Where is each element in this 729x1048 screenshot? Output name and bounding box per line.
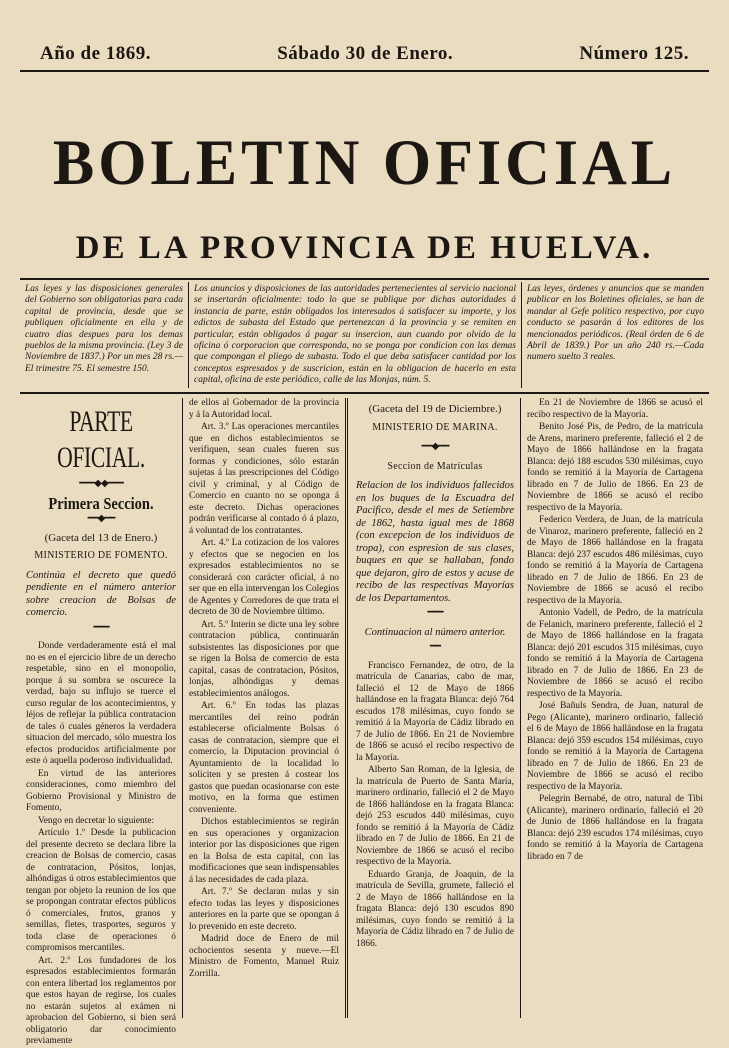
paragraph: Art. 7.º Se declaran nulas y sin efecto todas las leyes y disposiciones anteriores en la parte que se opongan á lo prevenido en este decreto.: [189, 887, 339, 932]
ornament-divider: ━━━: [427, 607, 443, 618]
relation-title: Relacion de los individuos fallecidos en los buques de la Escuadra del Pacifico, desde el mes de Setiembre de 1862, hasta igual mes de 1868 (con excepcion de los individuos de tropa), con espresion de sus clases, buques en que se hallaban, fondo que dejaron, giro de estos y acuse de recibo de las respectivas Mayorías de los Departamentos.: [356, 480, 514, 604]
ornament-divider: ━━━: [93, 621, 109, 633]
issue-year: Año de 1869.: [40, 43, 152, 64]
paragraph: José Bañuls Sendra, de Juan, natural de Pego (Alicante), marinero ordinario, falleció el 6 de Mayo de 1866 hallándose en la fragata Blanca: dejó 359 escudos 154 milésimas, cuyo fondo se remitió á la Mayoría de Cartagena librado en 7 de Julio de 1866. En 23 de Noviembre de 1866 se acusó el recibo respectivo de la Mayoría.: [527, 701, 703, 792]
paragraph: En 21 de Noviembre de 1866 se acusó el recibo respectivo de la Mayoría.: [527, 398, 703, 420]
paragraph: Antonio Vadell, de Pedro, de la matrícula de Felanich, marinero preferente, falleció el 2 de Mayo de 1866 hallándose en la fragata Blanca: dejó 201 escudos 315 milésimas, cuyo fondo se remitió á la Mayoría de Cartagena librado en 7 de Julio de 1866. En 23 de Noviembre de 1866 se acusó el recibo respectivo de la Mayoría.: [527, 608, 703, 699]
paragraph: Art. 6.º En todas las plazas mercantiles del reino podrán establecerse oficialmente Bolsas ó casas de contratacion, siempre que el comercio, la Diputacion provincial ó Ayuntamiento de la localidad lo soliciten y se presten á costear los gastos que puedan ocasionarse con este motivo, en la forma que estimen conveniente.: [189, 701, 339, 815]
issue-date: Sábado 30 de Enero.: [277, 43, 454, 64]
issue-number: Número 125.: [579, 43, 689, 64]
notice-left: Las leyes y las disposiciones generales del Gobierno son obligatorias para cada capital de provincia, desde que se publiquen oficialmente en ella y de cuatro dias despues para los demas pueblos de la misma provincia. (Ley 3 de Noviembre de 1837.) Por un mes 28 rs.—El trimestre 75. El semestre 150.: [25, 284, 183, 374]
paragraph: Eduardo Granja, de Joaquin, de la matrícula de Sevilla, grumete, falleció el 2 de Mayo de 1866 hallándose en la fragata Blanca: dejó 130 escudos 890 milésimas, cuyo fondo se remitió á la Mayoría de Cádiz librado en 7 de Julio de 1866.: [356, 869, 514, 949]
header-rule: [20, 70, 709, 72]
notice-center: Los anuncios y disposiciones de las autoridades pertenecientes al servicio nacional se insertarán oficialmente: todo lo que se publique por dichas autoridades á instancia de parte, están obligados los interesados á satisfacer su importe, y los edictos de subasta del Estado que pertenezcan á la provincia y se remiten en particular, están obligados á pagar su insercion, aun cuando por olvido de la oficina ó corporacion que corresponda, no se ponga por condicion con las demas que compongan el pliego de subasta. Todo el que deba satisfacer cantidad por los conceptos espresados y de suscricion, están en la obligacion de hacerlo en esta capital, oficina de este periódico, calle de las Monjas, núm. 5.: [188, 282, 522, 388]
ornament-divider: ━━: [429, 641, 441, 652]
ornament-divider: ━━━◆◆━━━: [79, 478, 123, 489]
paragraph: Artículo 1.º Desde la publicacion del presente decreto se declara libre la creacion de Bolsas de comercio, casas de contratacion, Pósitos, lonjas, alhóndigas ú otros establecimientos que tengan por objeto la reunion de los que se propongan contratar efectos públicos ó comerciales, frutos, granos y semillas, fletes, trasportes, seguros y toda clase de operaciones ó compromisos mercantiles.: [26, 828, 176, 953]
gaceta-reference: (Gaceta del 19 de Diciembre.): [368, 403, 502, 415]
paragraph: Pelegrin Bernabé, de otro, natural de Tibi (Alicante), marinero ordinario, falleció el 20 de Junio de 1866 hallándose en la fragata Blanca: dejó 239 escudos 174 milésimas, cuyo fondo se remitió á la Mayoría de Cartagena librado en 7 de: [527, 794, 703, 862]
paragraph: En virtud de las anteriores consideraciones, como miembro del Gobierno Provisional y Ministro de Fomento,: [26, 768, 176, 813]
paragraph: de ellos al Gobernador de la provincia y á la Autoridad local.: [189, 398, 339, 420]
paragraph: Art. 3.º Las operaciones mercantiles que en dichos establecimientos se verifiquen, sean cuales fueren sus formas y condiciones, sólo estarán sujetas á las prescripciones del Código civil y criminal, y al Código de Comercio en cuanto no se oponga á este decreto. Dichas operaciones podrán verificarse al contado ó á plazo, á voluntad de los contratantes.: [189, 422, 339, 536]
notices-bottom-rule: [20, 392, 709, 394]
parte-oficial-heading: PARTE OFICIAL.: [57, 405, 145, 474]
article-intro: Continúa el decreto que quedó pendiente en el número anterior sobre creacion de Bolsas de comercio.: [26, 569, 176, 618]
ministry-heading: MINISTERIO DE FOMENTO.: [34, 550, 168, 561]
subscription-notices: [20, 282, 709, 388]
article-columns: [20, 398, 709, 1046]
column-1: [20, 398, 182, 1046]
section-heading: Seccion de Matrículas: [387, 460, 483, 472]
paragraph: Alberto San Roman, de la Iglesia, de la matrícula de Puerto de Santa María, marinero ordinario, falleció el 2 de Mayo de 1866 hallándose en la fragata Blanca: dejó 253 escudos 440 milésimas, cuyo fondo se remitió á la Mayoría de Cádiz librado en 7 de Julio de 1866. En 21 de Noviembre de 1866 se acusó el recibo respectivo de la Mayoría.: [356, 765, 514, 867]
paragraph: Art. 5.º Interin se dicte una ley sobre contratacion pública, continuarán subsistentes las disposiciones por que se rigen la Bolsa de comercio de esta capital, casas de contratacion, Pósitos, lonjas, alhóndigas y demas establecimientos análogos.: [189, 619, 339, 699]
column-2: [182, 398, 345, 1018]
paragraph: Art. 2.º Los fundadores de los espresados establecimientos formarán con entera libertad los reglamentos por que estos hayan de regirse, los cuales no estarán sujetos al exámen ni aprobacion del Gobierno, si bien será obligatorio dar conocimiento previamente: [26, 955, 176, 1046]
ministry-heading: MINISTERIO DE MARINA.: [372, 421, 498, 433]
masthead-title: BOLETIN OFICIAL: [52, 127, 677, 199]
paragraph: Donde verdaderamente está el mal no es en el ejercicio libre de un derecho respetable, sino en el monopolio, porque á su sombra se oscurece la verdad, bajo su influjo se tuerce el curso regular de los acontecimientos, y léjos de reflejar la pública contratacion de tales ó cuales géneros la verdadera situacion del mercado, sólo muestra los efectos producidos artificialmente por este ó aquella poderoso individualidad.: [26, 641, 176, 766]
ornament-divider: ━━◆━━: [87, 513, 115, 524]
paragraph: Federico Verdera, de Juan, de la matrícula de Vinaroz, marinero preferente, falleció en 2 de Mayo de 1866 hallándose en la fragata Blanca: dejó 237 escudos 486 milésimas, cuyo fondo se remitió á la Mayoría de Cartagena librado en 7 de Julio de 1866. En 23 de Noviembre de 1866 se acusó el recibo respectivo de la Mayoría.: [527, 515, 703, 606]
paragraph: Francisco Fernandez, de otro, de la matrícula de Canarias, cabo de mar, falleció el 12 de Mayo de 1866 hallándose en la fragata Blanca: dejó 764 escudos 178 milésimas, cuyo fondo se remitió á la Mayoría de Cádiz librado en 7 de Julio de 1866. En 21 de Noviembre de 1866 se acusó el recibo respectivo de la Mayoría.: [356, 660, 514, 763]
paragraph: Vengo en decretar lo siguiente:: [38, 815, 155, 826]
section-heading: Primera Seccion.: [48, 493, 154, 513]
paragraph: Dichos establecimientos se regirán en sus operaciones y organizacion interior por las disposiciones que rigen en la Bolsa de esta capital, con las modificaciones que sean indispensables á las necesidades de cada plaza.: [189, 817, 339, 885]
column-4: [520, 398, 709, 1018]
signature-paragraph: Madrid doce de Enero de mil ochocientos sesenta y nueve.—El Ministro de Fomento, Manuel Ruiz Zorrilla.: [189, 934, 339, 979]
issue-header: [40, 40, 689, 68]
gaceta-reference: (Gaceta del 13 de Enero.): [44, 531, 158, 544]
ornament-divider: ━━◆━━: [421, 441, 449, 452]
paragraph: Art. 4.º La cotizacion de los valores y efectos que se negocien en los expresados establecimientos no se considerará con carácter oficial, á no ser que en ella intervengan los Colegios de Agentes y Corredores de que trata el decreto de 30 de Noviembre último.: [189, 538, 339, 617]
paragraph: Benito José Pis, de Pedro, de la matrícula de Arens, marinero preferente, falleció el 2 de Mayo de 1866 hallándose en la fragata Blanca: dejó 188 escudos 530 milésimas, cuyo fondo se remitió á la Mayoría de Cartagena librado en 7 de Julio de 1866. En 23 de Noviembre de 1866 se acusó el recibo respectivo de la Mayoría.: [527, 422, 703, 513]
notices-top-rule: [20, 278, 709, 280]
column-3: [345, 398, 520, 1018]
continuation-note: Continuacion al número anterior.: [364, 626, 506, 638]
masthead-subtitle: DE LA PROVINCIA DE HUELVA.: [75, 230, 654, 266]
notice-right: Las leyes, órdenes y anuncios que se manden publicar en los Boletines oficiales, se han de mandar al Gefe político respectivo, por cuyo conducto se pasarán á los editores de los mencionados periódicos. (Real órden de 6 de Abril de 1839.) Por un año 240 rs.—Cada numero suelto 3 reales.: [527, 284, 704, 363]
